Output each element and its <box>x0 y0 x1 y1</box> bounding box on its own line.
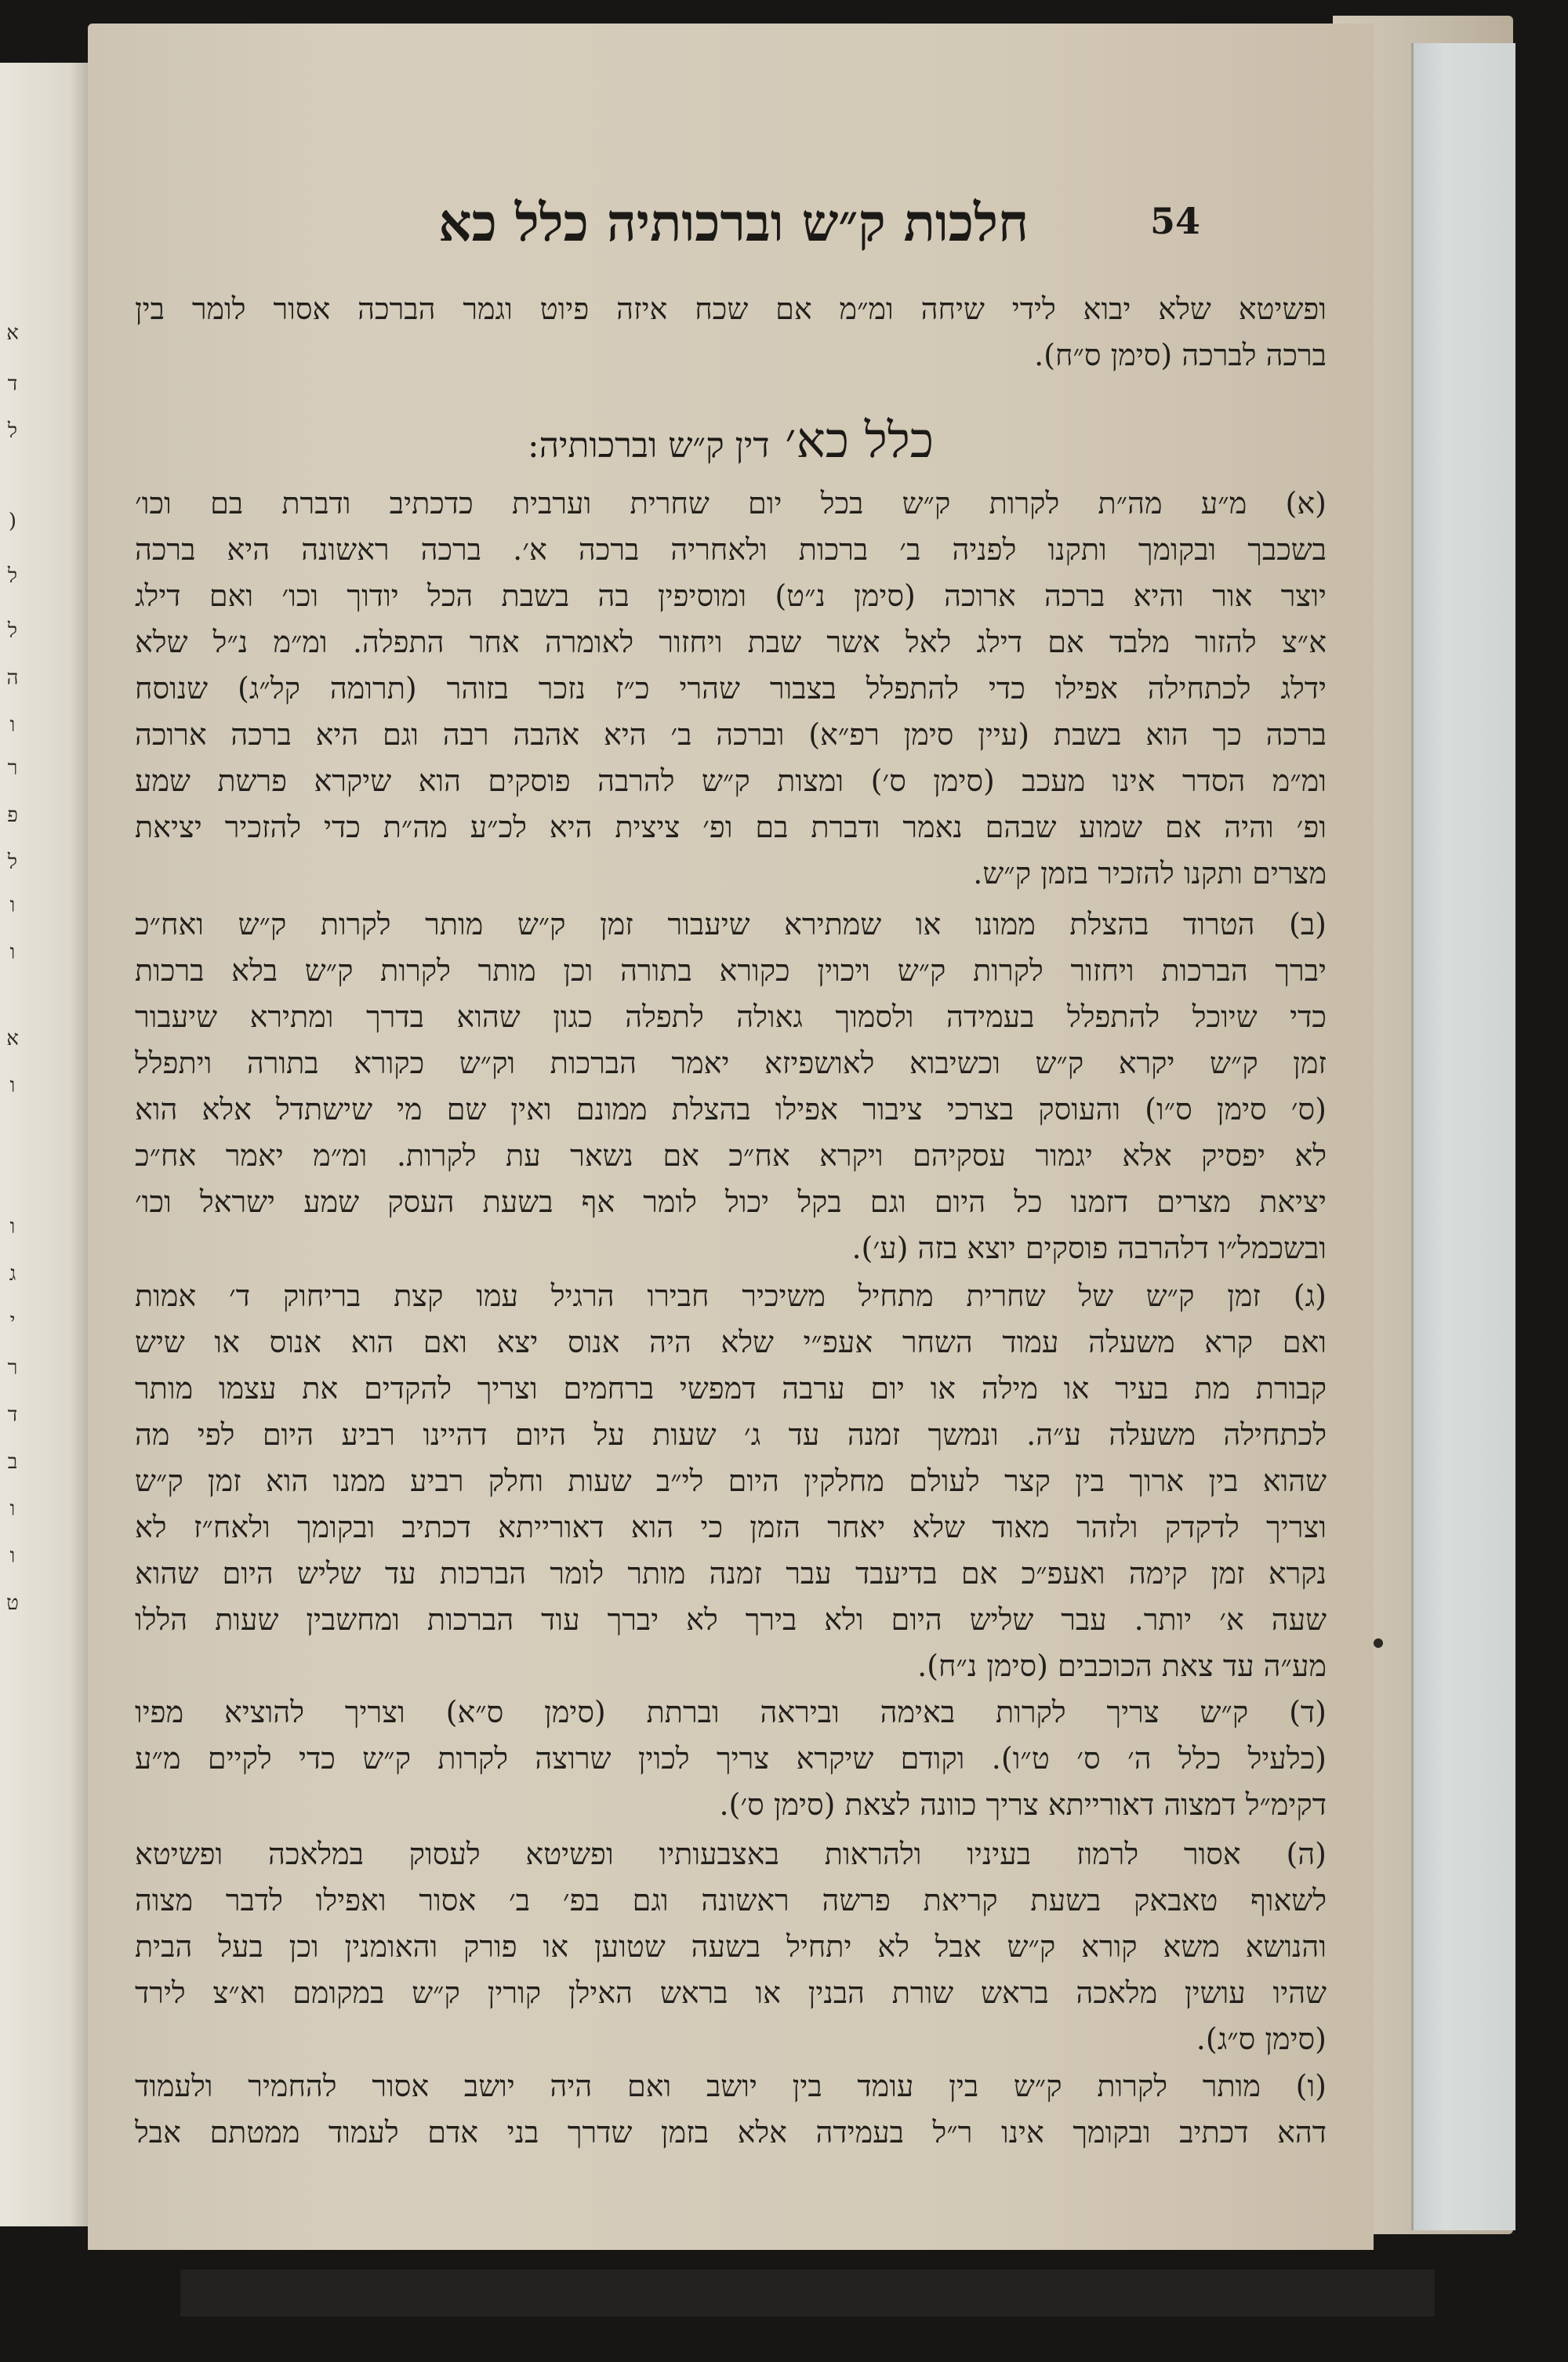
text-line: שהוא בין ארוך בין קצר לעולם מחלקין היום לי״ב שעות וחלק רביע ממנו הוא זמן ק״ש <box>135 1464 1327 1498</box>
text-line: א״צ להזור מלבד אם דילג לאל אשר שבת ויחזור לאומרה אחר התפלה. ומ״מ נ״ל שלא <box>135 625 1327 659</box>
left-page-fragment: ו <box>9 1215 16 1239</box>
left-page-fragment: ו <box>9 713 16 737</box>
paragraph-f <box>135 2063 1327 2156</box>
text-line: בשכבך ובקומך ותקנו לפניה ב׳ ברכות ולאחריה ברכה א׳. ברכה ראשונה היא ברכה <box>135 532 1327 567</box>
text-line: יציאת מצרים דזמנו כל היום וגם בקל יכול לומר אף בשעת העסק שמע ישראל וכו׳ <box>135 1185 1327 1219</box>
text-line: (ו) מותר לקרות ק״ש בין עומד בין יושב ואם היה יושב אסור להחמיר ולעמוד <box>135 2069 1327 2103</box>
text-line: לכתחילה משעלה ע״ה. ונמשך זמנה עד ג׳ שעות על היום דהיינו רביע היום לפי מה <box>135 1417 1327 1452</box>
text-line: נקרא זמן קימה ואעפ״כ אם בדיעבד עבר זמנה מותר לומר הברכות עד שליש היום שהוא <box>135 1556 1327 1591</box>
left-page-fragment: י <box>9 1309 16 1333</box>
paragraph-b <box>135 902 1327 1272</box>
paragraph-c <box>135 1273 1327 1689</box>
left-page-fragment: ל <box>7 419 18 443</box>
left-page-fragment: ב <box>7 1450 18 1474</box>
left-page-fragment: ו <box>9 1074 16 1098</box>
left-page-fragment: ר <box>7 1356 18 1380</box>
book-cover-bottom <box>180 2269 1435 2317</box>
left-page-fragment: א <box>6 1027 19 1050</box>
text-line: כדי שיוכל להתפלל בעמידה ולסמוך גאולה לתפלה כגון שהוא בדרך ומתירא שיעבור <box>135 1000 1327 1034</box>
text-line: ידלג לכתחילה אפילו כדי להתפלל בצבור שהרי כ״ז נזכר בזוהר (תרומה קל״ג) שנוסח <box>135 671 1327 706</box>
text-line: (ס׳ סימן ס״ו) והעוסק בצרכי ציבור אפילו בהצלת ממונם ואין שם מי שישתדל אלא הוא <box>135 1092 1327 1127</box>
book-cover-edge <box>1411 43 1515 2230</box>
text-line: ופשיטא שלא יבוא לידי שיחה ומ״מ אם שכח איזה פיוט וגמר הברכה אסור לומר בין <box>135 292 1327 326</box>
text-line: מצרים ותקנו להזכיר בזמן ק״ש. <box>973 856 1327 891</box>
book-page <box>88 24 1374 2250</box>
text-line: ברכה לברכה (סימן ס״ח). <box>1034 338 1327 372</box>
header-title: חלכות ק״ש וברכותיה כלל כא <box>438 192 1029 253</box>
text-line: (כלעיל כלל ה׳ ס׳ ט״ו). וקודם שיקרא צריך לכוין שרוצה לקרות ק״ש כדי לקיים מ״ע <box>135 1741 1327 1776</box>
text-line: לשאוף טאבאק בשעת קריאת פרשה ראשונה וגם בפ׳ ב׳ אסור ואפילו לדבר מצוה <box>135 1883 1327 1918</box>
left-page-fragment: ל <box>7 564 18 588</box>
adjacent-left-page <box>0 63 88 2226</box>
text-line: ופ׳ והיה אם שמוע שבהם נאמר ודברת בם ופ׳ ציצית היא לכ״ע מה״ת כדי להזכיר יציאת <box>135 810 1327 844</box>
text-line: יוצר אור והיא ברכה ארוכה (סימן נ״ט) ומוסיפין בה בשבת הכל יודוך וכו׳ ואם דילג <box>135 579 1327 613</box>
text-line: (סימן ס״ג). <box>1196 2022 1327 2056</box>
paragraph-a <box>135 481 1327 897</box>
left-page-fragment: ו <box>9 941 16 964</box>
left-page-fragment: ל <box>7 851 18 874</box>
left-page-fragment: ד <box>7 372 18 396</box>
text-line: (ה) אסור לרמוז בעיניו ולהראות באצבעותיו ופשיטא לעסוק במלאכה ופשיטא <box>135 1837 1327 1871</box>
left-page-fragment: ר <box>7 756 18 780</box>
text-line: שהיו עושין מלאכה בראש שורת הבנין או בראש האילן קורין ק״ש במקומם וא״צ לירד <box>135 1976 1327 2010</box>
paragraph-d <box>135 1689 1327 1828</box>
left-page-fragment: ד <box>7 1403 18 1427</box>
text-line: (ד) ק״ש צריך לקרות באימה וביראה וברתת (סימן ס״א) וצריך להוציא מפיו <box>135 1695 1327 1729</box>
left-page-fragment: ו <box>9 894 16 917</box>
left-page-fragment: ו <box>9 1497 16 1521</box>
text-line: ובשכמל״ו דלהרבה פוסקים יוצא בזה (ע׳). <box>851 1231 1327 1265</box>
text-line: (א) מ״ע מה״ת לקרות ק״ש בכל יום שחרית וערבית כדכתיב ודברת בם וכו׳ <box>135 486 1327 521</box>
margin-dot <box>1374 1638 1383 1648</box>
text-line: ברכה כך הוא בשבת (עיין סימן רפ״א) וברכה ב׳ היא אהבה רבה וגם היא ברכה ארוכה <box>135 717 1327 752</box>
text-line: זמן ק״ש יקרא ק״ש וכשיבוא לאושפיזא יאמר הברכות וק״ש כקורא בתורה ויתפלל <box>135 1046 1327 1080</box>
text-line: לא יפסיק אלא יגמור עסקיהם ויקרא אח״כ אם נשאר עת לקרות. ומ״מ יאמר אח״כ <box>135 1138 1327 1173</box>
left-page-fragment: ל <box>7 619 18 643</box>
text-line: וצריך לדקדק ולזהר מאוד שלא יאחר הזמן כי הוא דאורייתא דכתיב ובקומך ולאח״ז לא <box>135 1510 1327 1544</box>
text-line: (ג) זמן ק״ש של שחרית מתחיל משיכיר חבירו הרגיל עמו קצת בריחוק ד׳ אמות <box>135 1279 1327 1313</box>
text-line: והנושא משא קורא ק״ש אבל לא יתחיל בשעה שטוען או פורק והאומנין וכן בעל הבית <box>135 1929 1327 1964</box>
left-page-fragment: ) <box>8 510 17 533</box>
left-page-fragment: א <box>6 321 19 345</box>
chapter-title: כלל כא׳ <box>785 412 935 469</box>
running-header <box>88 192 1374 270</box>
left-page-fragment: ה <box>6 666 19 690</box>
text-line: (ב) הטרוד בהצלת ממונו או שמתירא שיעבור זמן ק״ש מותר לקרות ק״ש ואח״כ <box>135 907 1327 942</box>
left-page-fragment: ט <box>6 1591 19 1615</box>
text-line: ואם קרא משעלה עמוד השחר אעפ״י שלא היה אנוס יצא ואם הוא אנוס או שיש <box>135 1325 1327 1359</box>
paragraph-e <box>135 1831 1327 2063</box>
text-line: יברך הברכות ויחזור לקרות ק״ש ויכוין כקורא בתורה וכן מותר לקרות ק״ש בלא ברכות <box>135 953 1327 988</box>
left-page-fragment: ו <box>9 1544 16 1568</box>
left-page-fragment: פ <box>7 804 18 827</box>
chapter-subtitle: דין ק״ש וברכותיה: <box>527 426 770 466</box>
text-line: דקימ״ל דמצוה דאורייתא צריך כוונה לצאת (סימן ס׳). <box>719 1787 1327 1822</box>
text-line: מע״ה עד צאת הכוכבים (סימן נ״ח). <box>917 1649 1327 1683</box>
chapter-heading <box>88 412 1374 470</box>
left-page-fragment: ג <box>9 1262 16 1286</box>
text-line: ומ״מ הסדר אינו מעכב (סימן ס׳) ומצות ק״ש להרבה פוסקים הוא שיקרא פרשת שמע <box>135 764 1327 798</box>
text-line: קבורת מת בעיר או מילה או יום ערבה דמפשי ברחמים וצריך להקדים את עצמו מותר <box>135 1371 1327 1406</box>
intro-text <box>135 286 1327 379</box>
page-number: 54 <box>1150 200 1201 242</box>
text-line: שעה א׳ יותר. עבר שליש היום ולא בירך לא יברך עוד הברכות ומחשבין שעות הללו <box>135 1602 1327 1637</box>
text-line: דהא דכתיב ובקומך אינו ר״ל בעמידה אלא בזמן שדרך בני אדם לעמוד ממטתם אבל <box>135 2115 1327 2150</box>
